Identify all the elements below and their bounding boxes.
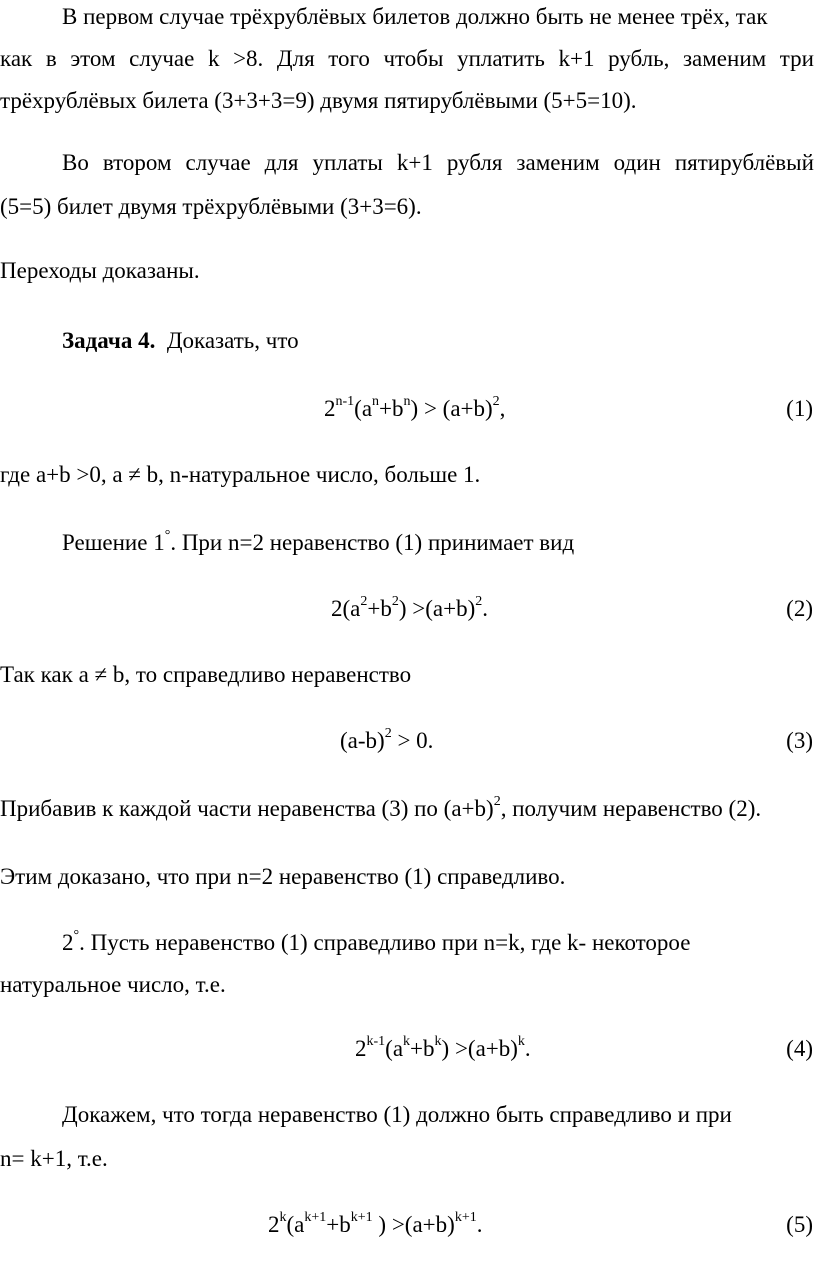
- word: уплатить: [457, 46, 545, 71]
- equation-number-2: (2): [786, 596, 813, 621]
- word: случае: [185, 150, 251, 175]
- word: втором: [102, 150, 172, 175]
- equation-number-5: (5): [786, 1212, 813, 1237]
- prove-line2: n= k+1, т.е.: [0, 1146, 108, 1171]
- task-heading: [62, 326, 816, 356]
- equation-4: $2^{k-1}(a^k+b^k) >(a+b)^k$.: [355, 1034, 531, 1061]
- word: как: [0, 46, 33, 71]
- equation-3: $(a-b)^2 > 0$.: [340, 726, 434, 753]
- word: >8.: [233, 46, 264, 71]
- since-line: Так как a ≠ b, то справедливо неравенство: [0, 662, 412, 687]
- word: k: [207, 46, 220, 71]
- solution-2-line2: натуральное число, т.е.: [0, 972, 226, 997]
- task-text: Доказать, что: [166, 328, 299, 353]
- proved-line: Этим доказано, что при n=2 неравенство (1) справедливо.: [0, 864, 566, 889]
- word: чтобы: [383, 46, 444, 71]
- equation-number-4: (4): [786, 1036, 813, 1061]
- word: заменим: [516, 150, 600, 175]
- task-label: Задача 4.: [62, 328, 156, 353]
- para1-line3: трёхрублёвых билета (3+3+3=9) двумя пятирублёвыми (5+5=10).: [0, 88, 637, 113]
- word: заменим: [682, 46, 767, 71]
- condition: где a+b >0, a ≠ b, n-натуральное число, больше 1.: [0, 462, 481, 487]
- para1-line2: [0, 44, 814, 74]
- word: для: [264, 150, 299, 175]
- word: k+1: [396, 150, 433, 175]
- word: пятирублёвый: [674, 150, 814, 175]
- para2-line1: [62, 148, 814, 178]
- word: этом: [70, 46, 116, 71]
- word: того: [328, 46, 370, 71]
- para1-line1: В первом случае трёхрублёвых билетов должно быть не менее трёх, так: [62, 4, 768, 29]
- word: один: [613, 150, 661, 175]
- word: рубля: [446, 150, 503, 175]
- adding-line: Прибавив к каждой части неравенства (3) по $(a+b)^2$, получим неравенство (2).: [0, 794, 762, 821]
- equation-number-3: (3): [786, 728, 813, 753]
- equation-number-1: (1): [786, 396, 813, 421]
- word: k+1: [558, 46, 595, 71]
- word: случае: [129, 46, 195, 71]
- equation-1: $2^{n-1}(a^n+b^n) > (a+b)^2$,: [324, 394, 506, 421]
- para3: Переходы доказаны.: [0, 258, 200, 283]
- equation-5: $2^k(a^{k+1}+b^{k+1}$ ) $>(a+b)^{k+1}$.: [268, 1210, 483, 1237]
- prove-line1: Докажем, что тогда неравенство (1) должно быть справедливо и при: [62, 1102, 732, 1127]
- para2-line2: (5=5) билет двумя трёхрублёвыми (3+3=6).: [0, 194, 422, 219]
- word: в: [45, 46, 57, 71]
- word: три: [779, 46, 814, 71]
- word: уплаты: [312, 150, 383, 175]
- solution-2-intro: 2°. Пусть неравенство (1) справедливо при n=k, где k- некоторое: [62, 928, 691, 955]
- solution-1-intro: Решение 1°. При n=2 неравенство (1) принимает вид: [62, 528, 575, 555]
- equation-2: $2(a^2+b^2) >(a+b)^2$.: [331, 594, 488, 621]
- word: Во: [62, 150, 89, 175]
- word: рубль,: [608, 46, 670, 71]
- word: Для: [276, 46, 315, 71]
